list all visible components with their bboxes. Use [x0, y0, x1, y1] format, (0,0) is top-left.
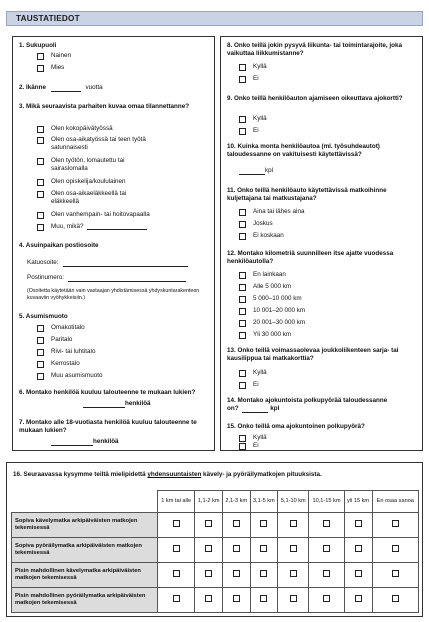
row-label: Pisin mahdollinen kävelymatka arkipäiväisten matkojen tekemisessä — [12, 563, 158, 588]
q3-option[interactable]: Olen opiskelija/koululainen — [37, 178, 126, 186]
column-header: 2,1-3 km — [222, 491, 250, 513]
checkbox[interactable] — [205, 570, 212, 577]
checkbox[interactable] — [233, 595, 240, 602]
column-header: En osaa sanoa — [372, 491, 418, 513]
age-input[interactable] — [51, 91, 81, 92]
distance-grid — [11, 490, 419, 613]
checkbox[interactable] — [239, 332, 246, 339]
q9-option[interactable]: Kyllä — [239, 115, 267, 123]
checkbox[interactable] — [239, 209, 246, 216]
checkbox[interactable] — [355, 595, 362, 602]
street-input[interactable] — [63, 260, 188, 267]
q5-option[interactable]: Rivi- tai luhtitalo — [37, 348, 95, 356]
checkbox[interactable] — [239, 116, 246, 123]
q3-option[interactable]: Olen vanhempain- tai hoitovapaalla — [37, 211, 150, 219]
checkbox[interactable] — [239, 320, 246, 327]
car-count-input[interactable] — [239, 168, 265, 175]
checkbox[interactable] — [392, 570, 399, 577]
section-title: TAUSTATIEDOT — [16, 14, 80, 23]
checkbox[interactable] — [239, 64, 246, 71]
right-question-box — [220, 36, 423, 451]
checkbox[interactable] — [260, 570, 267, 577]
checkbox[interactable] — [173, 520, 180, 527]
q3-option-other[interactable]: Muu, mikä? — [37, 223, 147, 231]
checkbox[interactable] — [290, 545, 297, 552]
table-row — [12, 563, 419, 588]
postal-input[interactable] — [68, 275, 186, 282]
q10-label: 10. Kuinka monta henkilöautoa (ml. työsuhdeautot) taloudessanne on vakituisesti käytettävissä? — [227, 143, 380, 158]
checkbox[interactable] — [239, 443, 246, 450]
q5-label: 5. Asumismuoto — [19, 313, 68, 320]
checkbox[interactable] — [239, 272, 246, 279]
checkbox[interactable] — [37, 158, 44, 165]
q8-option[interactable]: Ei — [239, 75, 259, 83]
q15-option[interactable]: Ei — [239, 442, 259, 450]
checkbox[interactable] — [37, 224, 44, 231]
checkbox[interactable] — [233, 520, 240, 527]
checkbox[interactable] — [37, 325, 44, 332]
q7-answer: henkilöä — [51, 438, 119, 446]
checkbox[interactable] — [323, 570, 330, 577]
row-label: Sopiva kävelymatka arkipäiväisten matkojen tekemisessä — [12, 513, 158, 538]
checkbox[interactable] — [239, 76, 246, 83]
checkbox[interactable] — [233, 570, 240, 577]
grid-header-row — [12, 491, 419, 513]
q10-answer: kpl — [239, 167, 273, 175]
q12-option[interactable]: En lainkaan — [239, 271, 286, 279]
column-header: 1 km tai alle — [158, 491, 195, 513]
table-row — [12, 538, 419, 563]
checkbox[interactable] — [37, 137, 44, 144]
q9-label: 9. Onko teillä henkilöauton ajamiseen oikeuttava ajokortti? — [227, 95, 403, 102]
q3-option[interactable]: Olen kokopäivätyössä — [37, 125, 113, 133]
q1-option[interactable]: Nainen — [37, 52, 71, 60]
q11-option[interactable]: Aina tai lähes aina — [239, 208, 304, 216]
checkbox[interactable] — [260, 520, 267, 527]
section-header — [6, 11, 423, 26]
q5-option[interactable]: Muu asumismuoto — [37, 372, 102, 380]
q14-label: 14. Montako ajokuntoista polkupyörää taloudessanne on? kpl — [227, 397, 388, 412]
checkbox[interactable] — [37, 53, 44, 60]
checkbox[interactable] — [205, 520, 212, 527]
checkbox[interactable] — [239, 233, 246, 240]
checkbox[interactable] — [323, 595, 330, 602]
q4-label: 4. Asuinpaikan postiosoite — [19, 242, 99, 249]
q12-option[interactable]: 20 001–30 000 km — [239, 319, 305, 327]
checkbox[interactable] — [355, 545, 362, 552]
q6-answer: henkilöä — [83, 400, 151, 408]
checkbox[interactable] — [239, 296, 246, 303]
postal-row: Postinumero: — [27, 274, 186, 282]
checkbox[interactable] — [37, 349, 44, 356]
q13-label: 13. Onko teillä voimassaolevaa joukkoliikenteen sarja- tai kausilippua tai matkakorttia? — [227, 347, 399, 362]
checkbox[interactable] — [37, 191, 44, 198]
column-header: 3,1-5 km — [250, 491, 278, 513]
checkbox[interactable] — [37, 373, 44, 380]
checkbox[interactable] — [239, 284, 246, 291]
checkbox[interactable] — [239, 308, 246, 315]
q5-option[interactable]: Paritalo — [37, 336, 72, 344]
checkbox[interactable] — [37, 361, 44, 368]
q11-option[interactable]: Ei koskaan — [239, 232, 284, 240]
q16-box — [6, 462, 423, 617]
checkbox[interactable] — [260, 545, 267, 552]
street-row: Katuosoite: — [27, 259, 188, 267]
checkbox[interactable] — [260, 595, 267, 602]
checkbox[interactable] — [290, 520, 297, 527]
column-header: 10,1-15 km — [309, 491, 344, 513]
checkbox[interactable] — [392, 595, 399, 602]
checkbox[interactable] — [355, 520, 362, 527]
other-text-input[interactable] — [87, 223, 147, 230]
checkbox[interactable] — [290, 595, 297, 602]
checkbox[interactable] — [392, 520, 399, 527]
column-header: 1,1-2 km — [195, 491, 223, 513]
checkbox[interactable] — [173, 545, 180, 552]
q8-option[interactable]: Kyllä — [239, 63, 267, 71]
checkbox[interactable] — [239, 435, 246, 442]
checkbox[interactable] — [173, 570, 180, 577]
q15-option[interactable]: Kyllä — [239, 434, 267, 442]
q1-option[interactable]: Mies — [37, 64, 64, 72]
q13-option[interactable]: Ei — [239, 381, 259, 389]
grid-corner — [12, 491, 158, 513]
q3-option[interactable]: Olen työtön, lomautettu tai sairaslomalla — [37, 157, 151, 173]
checkbox[interactable] — [239, 221, 246, 228]
checkbox[interactable] — [290, 570, 297, 577]
checkbox[interactable] — [323, 545, 330, 552]
checkbox[interactable] — [355, 570, 362, 577]
q13-option[interactable]: Kyllä — [239, 369, 267, 377]
checkbox[interactable] — [173, 595, 180, 602]
q15-label: 15. Onko teillä oma ajokuntoinen polkupyörä? — [227, 423, 365, 430]
q12-option[interactable]: 10 001–20 000 km — [239, 307, 305, 315]
q12-option[interactable]: 5 000–10 000 km — [239, 295, 302, 303]
q16-label: 16. Seuraavassa kysymme teiltä mielipidettä yhdensuuntaisten kävely- ja pyöräilymatkojen pituuksista. — [13, 471, 322, 478]
checkbox[interactable] — [239, 382, 246, 389]
checkbox[interactable] — [239, 370, 246, 377]
address-note: (Osoitetta käytetään vain vastaajan yhdistämisessä yhdyskuntarakenteen kuvaaviin vyöhykkeisiin.) — [27, 288, 200, 301]
q5-option[interactable]: Omakotitalo — [37, 324, 85, 332]
left-question-box — [12, 36, 215, 451]
minors-count-input[interactable] — [51, 439, 93, 446]
q5-option[interactable]: Kerrostalo — [37, 360, 80, 368]
column-header: yli 15 km — [344, 491, 372, 513]
q12-label: 12. Montako kilometriä suunnilleen itse ajatte vuodessa henkilöautolla? — [227, 250, 394, 265]
q11-label: 11. Onko teillä henkilöauto käytettävissä matkoihinne kuljettajana tai matkustajana? — [227, 187, 387, 202]
checkbox[interactable] — [239, 128, 246, 135]
checkbox[interactable] — [37, 65, 44, 72]
q11-option[interactable]: Joskus — [239, 220, 273, 228]
q9-option[interactable]: Ei — [239, 127, 259, 135]
table-row — [12, 513, 419, 538]
q3-option[interactable]: Olen osa-aikaeläkkeellä tai eläkkeellä — [37, 190, 151, 206]
q12-option[interactable]: Yli 30 000 km — [239, 331, 291, 339]
checkbox[interactable] — [392, 545, 399, 552]
checkbox[interactable] — [205, 595, 212, 602]
household-size-input[interactable] — [83, 401, 125, 408]
q8-label: 8. Onko teillä jokin pysyvä liikunta- tai toimintarajoite, joka vaikuttaa liikkumistanne? — [227, 42, 402, 57]
q6-label: 6. Montako henkilöä kuuluu talouteenne te mukaan lukien? — [19, 389, 196, 396]
q7-label: 7. Montako alle 18-vuotiasta henkilöä kuuluu talouteenne te mukaan lukien? — [19, 419, 197, 434]
checkbox[interactable] — [323, 520, 330, 527]
bicycle-count-input[interactable] — [242, 406, 268, 413]
checkbox[interactable] — [37, 337, 44, 344]
q12-option[interactable]: Alle 5 000 km — [239, 283, 291, 291]
q3-option[interactable]: Olen osa-aikatyössä tai teen työtä satunnaisesti — [37, 136, 197, 152]
q1-label: 1. Sukupuoli — [19, 42, 57, 49]
checkbox[interactable] — [37, 212, 44, 219]
checkbox[interactable] — [205, 545, 212, 552]
checkbox[interactable] — [37, 179, 44, 186]
table-row — [12, 588, 419, 613]
checkbox[interactable] — [233, 545, 240, 552]
q3-label: 3. Mikä seuraavista parhaiten kuvaa omaa tilannettanne? — [19, 103, 190, 110]
column-header: 5,1-10 km — [278, 491, 309, 513]
checkbox[interactable] — [37, 126, 44, 133]
row-label: Pisin mahdollinen pyöräilymatka arkipäiväisten matkojen tekemisessä — [12, 588, 158, 613]
q2-row: 2. Ikänne vuotta — [19, 84, 103, 91]
row-label: Sopiva pyöräilymatka arkipäiväisten matkojen tekemisessä — [12, 538, 158, 563]
